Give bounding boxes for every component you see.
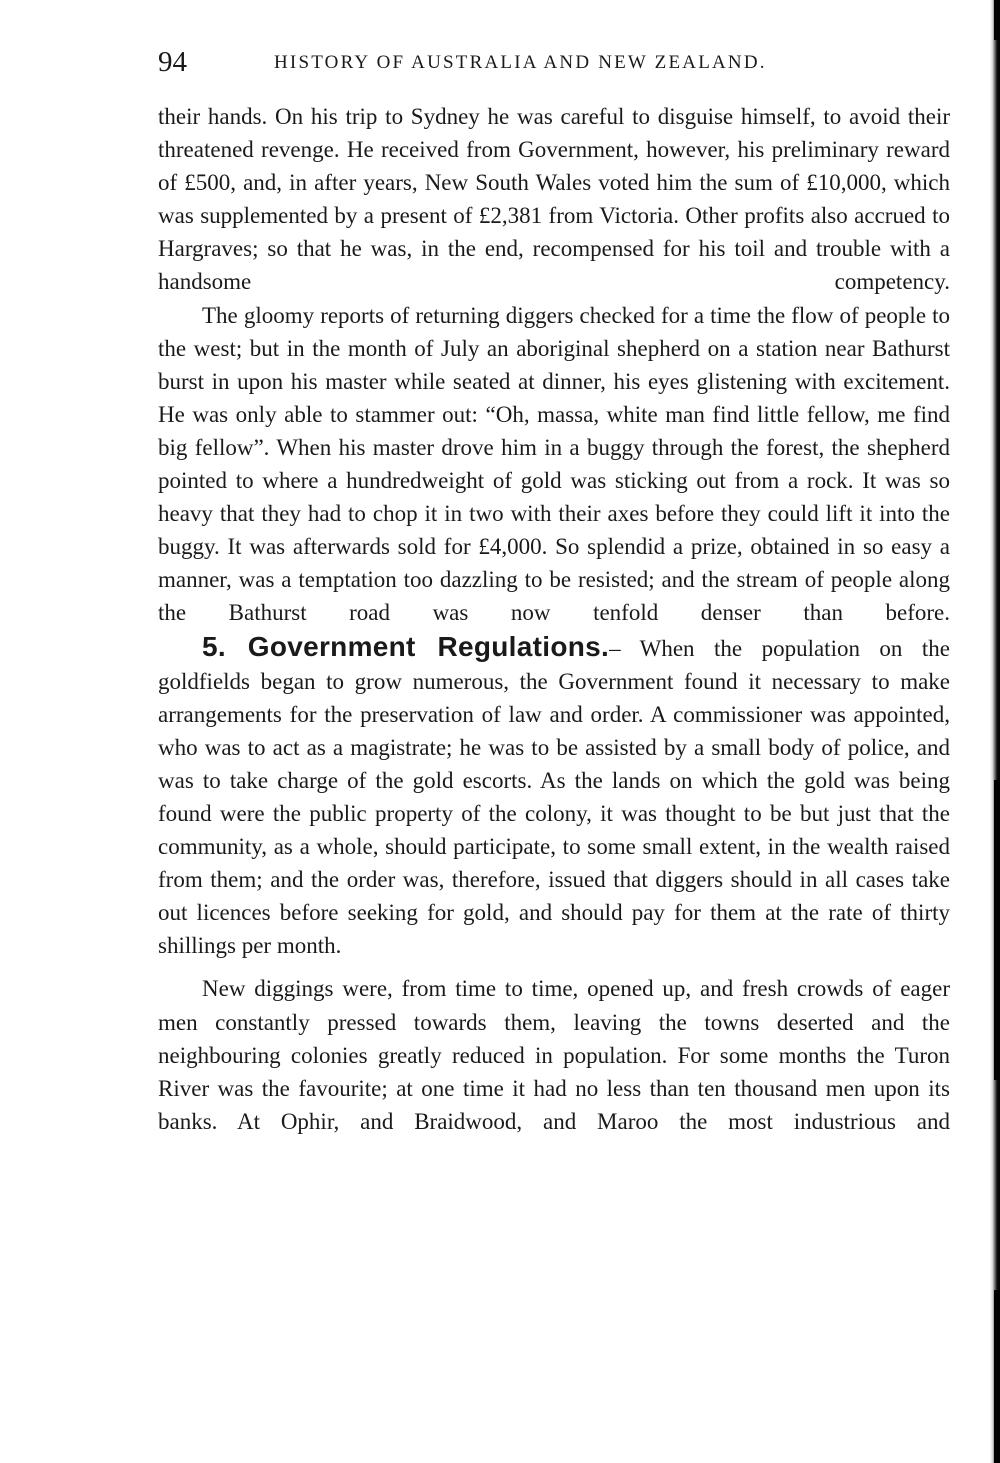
- paragraph-text: The gloomy reports of returning diggers checked for a time the flow of people to the west; but in the month of July an aboriginal shepherd on a station near Bathurst burst in upon his master while seated at dinner, his eyes glistening with excitement. He was only able to stammer out: “Oh, massa, white man find little fellow, me find big fellow”. When his master drove him in a buggy through the forest, the shepherd pointed to where a hundredweight of gold was sticking out from a rock. It was so heavy that they had to chop it in two with their axes before they could lift it into the buggy. It was afterwards sold for £4,000. So splendid a prize, obtained in so easy a manner, was a temptation too dazzling to be resisted; and the stream of people along the Bathurst road was now tenfold denser than before.: [158, 302, 950, 626]
- page-edge-mark: [994, 0, 1000, 40]
- page-edge-mark: [994, 780, 1000, 1080]
- paragraph-text: New diggings were, from time to time, opened up, and fresh crowds of eager men constantly pressed towards them, leaving the towns deserted and the neighbouring colonies greatly reduced in population. For some months the Turon River was the favourite; at one time it had no less than ten thousand men upon its banks. At Ophir, and Braidwood, and Maroo the most industrious and: [158, 976, 950, 1134]
- paragraph-bathurst-nugget: [158, 299, 950, 630]
- section-heading: 5. Government Regulations.: [202, 630, 610, 662]
- paragraph-government-regulations: [158, 630, 950, 963]
- page-number: 94: [158, 46, 187, 78]
- running-title: HISTORY OF AUSTRALIA AND NEW ZEALAND.: [274, 52, 767, 73]
- paragraph-text: their hands. On his trip to Sydney he was careful to disguise himself, to avoid their threatened revenge. He received from Government, however, his preliminary reward of £500, and, in after years, New South Wales voted him the sum of £10,000, which was supplemented by a present of £2,381 from Victoria. Other profits also accrued to Hargraves; so that he was, in the end, recompensed for his toil and trouble with a handsome competency.: [158, 104, 950, 295]
- page-edge-mark: [994, 1290, 1000, 1463]
- paragraph-new-diggings: [158, 972, 950, 1137]
- page-edge-shadow: [990, 0, 1000, 1463]
- running-head: [158, 44, 950, 80]
- paragraph-text: When the population on the goldfields began to grow numerous, the Government found it necessary to make arrangements for the preservation of law and order. A commissioner was appointed, who was to act as a magistrate; he was to be assisted by a small body of police, and was to take charge of the gold escorts. As the lands on which the gold was being found were the public property of the colony, it was thought to be but just that the community, as a whole, should participate, to some small extent, in the wealth raised from them; and the order was, therefore, issued that diggers should in all cases take out licences before seeking for gold, and should pay for them at the rate of thirty shillings per month.: [158, 635, 950, 959]
- body-text: [158, 100, 950, 1138]
- paragraph-hargraves-reward: [158, 100, 950, 299]
- heading-separator: –: [609, 635, 621, 661]
- book-page: [158, 0, 950, 1463]
